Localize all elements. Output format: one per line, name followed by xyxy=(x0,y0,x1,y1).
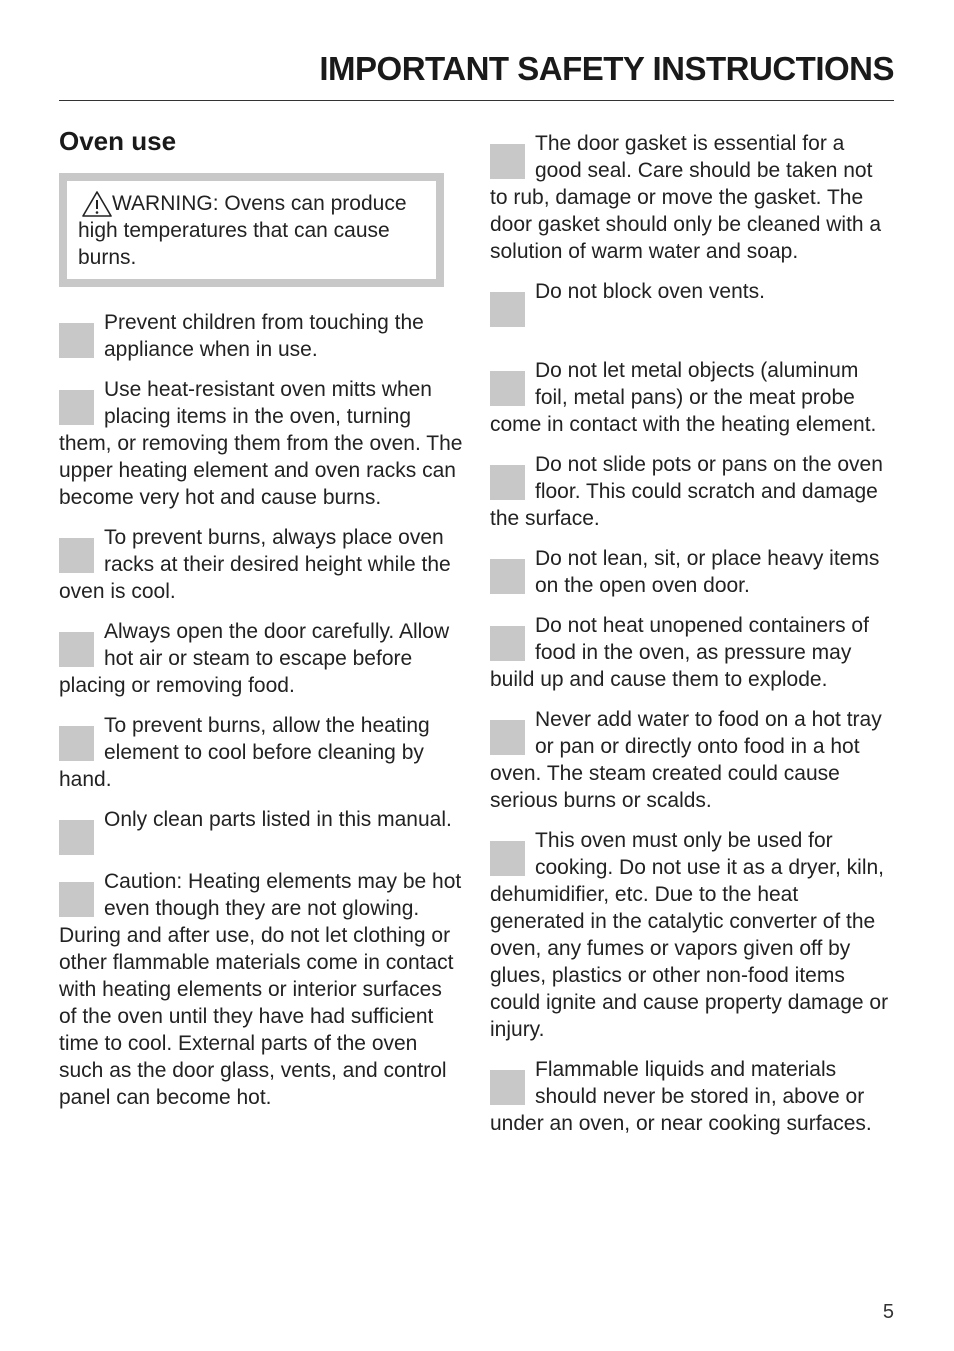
list-item-text: Prevent children from touching the appliance when in use. xyxy=(104,311,424,361)
bullet-square-icon xyxy=(490,144,525,179)
list-item xyxy=(59,618,463,699)
list-item-text: Only clean parts listed in this manual. xyxy=(104,808,452,831)
bullet-square-icon xyxy=(59,820,94,855)
list-item-text: Caution: Heating elements may be hot even though they are not glowing. During and after use, do not let clothing or other flammable materials come in contact with heating elements or interior surfaces of the oven until they have had sufficient time to cool. External parts of the oven such as the door glass, vents, and control panel can become hot. xyxy=(59,870,462,1109)
list-item xyxy=(490,1056,894,1137)
page-number: 5 xyxy=(882,1301,894,1323)
bullet-square-icon xyxy=(490,626,525,661)
list-item-text: Do not block oven vents. xyxy=(535,280,765,303)
list-item xyxy=(490,357,894,438)
list-item-text: To prevent burns, always place oven racks at their desired height while the oven is cool. xyxy=(59,526,451,603)
list-item-text: This oven must only be used for cooking. Do not use it as a dryer, kiln, dehumidifier, etc. Due to the heat generated in the catalytic converter of the oven, any fumes or vapors given off by glues, plastics or other non-food items could ignite and cause property damage or injury. xyxy=(490,829,889,1041)
list-item xyxy=(490,451,894,532)
list-item xyxy=(59,712,463,793)
list-item xyxy=(490,545,894,599)
list-item-text: To prevent burns, allow the heating element to cool before cleaning by hand. xyxy=(59,714,430,791)
bullet-square-icon xyxy=(59,632,94,667)
list-item-text: The door gasket is essential for a good seal. Care should be taken not to rub, damage or move the gasket. The door gasket should only be cleaned with a solution of warm water and soap. xyxy=(490,132,882,263)
list-item-text: Flammable liquids and materials should never be stored in, above or under an oven, or near cooking surfaces. xyxy=(490,1058,872,1135)
list-item-text: Use heat-resistant oven mitts when placing items in the oven, turning them, or removing them from the oven. The upper heating element and oven racks can become very hot and cause burns. xyxy=(59,378,463,509)
bullet-square-icon xyxy=(490,720,525,755)
bullet-square-icon xyxy=(59,538,94,573)
list-item xyxy=(490,278,894,327)
warning-triangle-icon xyxy=(78,190,112,217)
bullet-square-icon xyxy=(490,292,525,327)
list-item-text: Do not let metal objects (aluminum foil, metal pans) or the meat probe come in contact with the heating element. xyxy=(490,359,877,436)
list-item xyxy=(490,827,894,1043)
bullet-square-icon xyxy=(59,390,94,425)
list-item xyxy=(59,806,463,855)
list-item xyxy=(59,309,463,363)
warning-text: WARNING: Ovens can produce high temperatures that can cause burns. xyxy=(78,192,407,269)
left-column xyxy=(59,123,463,1124)
list-item-text: Do not heat unopened containers of food in the oven, as pressure may build up and cause them to explode. xyxy=(490,614,869,691)
list-item xyxy=(59,376,463,511)
bullet-square-icon xyxy=(490,371,525,406)
bullet-square-icon xyxy=(490,559,525,594)
list-item-text: Never add water to food on a hot tray or pan or directly onto food in a hot oven. The steam created could cause serious burns or scalds. xyxy=(490,708,882,812)
page-title: IMPORTANT SAFETY INSTRUCTIONS xyxy=(319,50,894,87)
list-item xyxy=(490,706,894,814)
list-item xyxy=(59,868,463,1111)
bullet-square-icon xyxy=(490,1070,525,1105)
title-divider xyxy=(59,100,894,101)
list-item xyxy=(490,130,894,265)
right-column xyxy=(490,130,894,1150)
list-item-text: Do not lean, sit, or place heavy items on the open oven door. xyxy=(535,547,880,597)
bullet-square-icon xyxy=(59,726,94,761)
list-item-text: Do not slide pots or pans on the oven floor. This could scratch and damage the surface. xyxy=(490,453,883,530)
bullet-square-icon xyxy=(490,841,525,876)
bullet-square-icon xyxy=(490,465,525,500)
list-item xyxy=(59,524,463,605)
bullet-square-icon xyxy=(59,323,94,358)
warning-box xyxy=(59,173,444,287)
bullet-square-icon xyxy=(59,882,94,917)
list-item-text: Always open the door carefully. Allow hot air or steam to escape before placing or removing food. xyxy=(59,620,450,697)
section-heading: Oven use xyxy=(59,126,177,156)
list-item xyxy=(490,612,894,693)
